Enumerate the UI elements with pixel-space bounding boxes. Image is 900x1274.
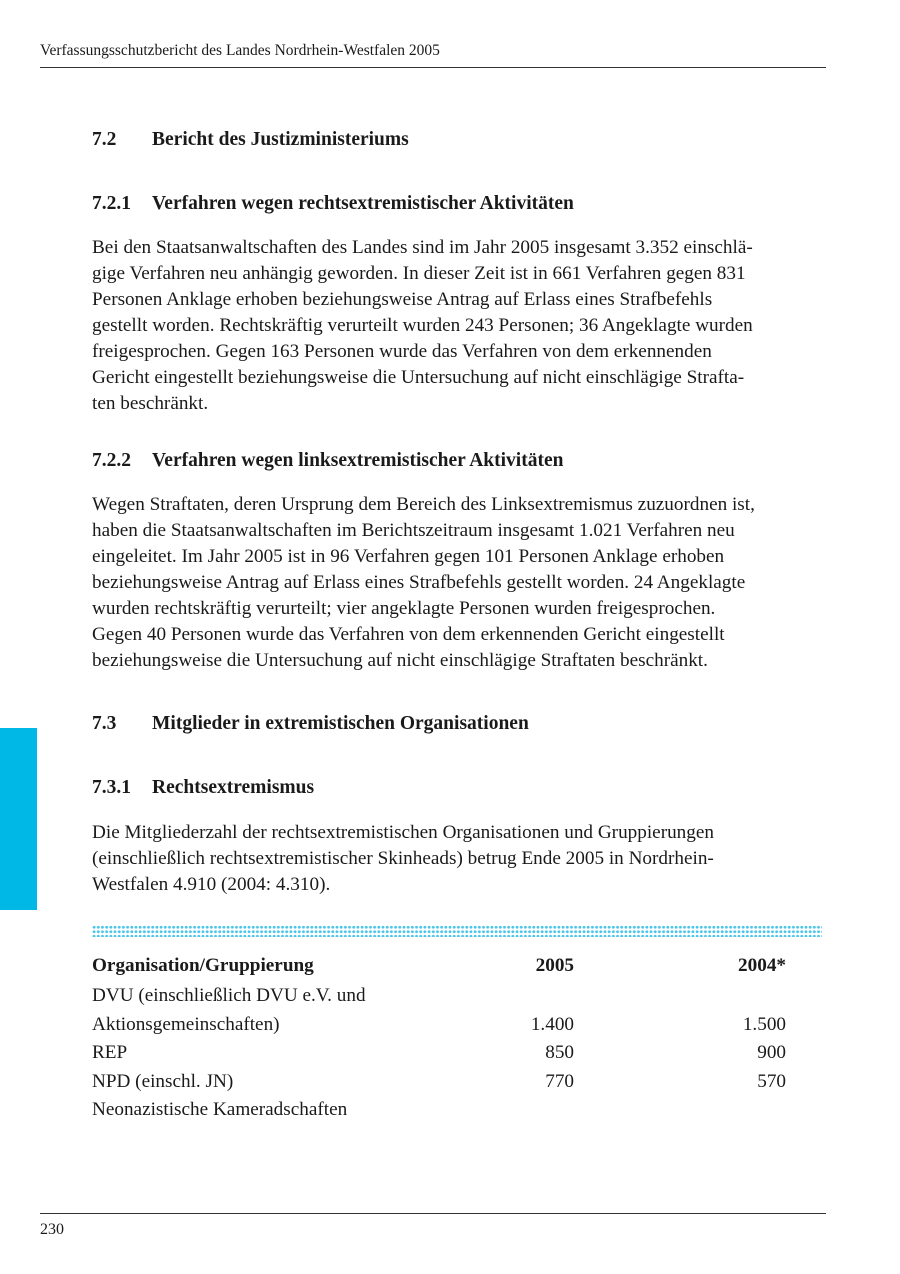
heading-title: Mitglieder in extremistischen Organisationen: [152, 713, 529, 734]
text-line: Wegen Straftaten, deren Ursprung dem Bereich des Linksextremismus zuzuordnen ist,: [92, 494, 755, 515]
table-row: [92, 1042, 812, 1071]
table-row: [92, 1014, 812, 1043]
text-line: Gericht eingestellt beziehungsweise die Untersuchung auf nicht einschlägige Strafta-: [92, 367, 745, 388]
heading-number: 7.2.2: [92, 450, 131, 471]
cell-2005: 1.400: [530, 1013, 574, 1035]
text-line: beziehungsweise die Untersuchung auf nicht einschlägige Straftaten beschränkt.: [92, 650, 708, 671]
page-number: 230: [40, 1221, 64, 1238]
cell-2005: 850: [545, 1042, 574, 1063]
heading-number: 7.2: [92, 129, 117, 150]
text-line: ten beschränkt.: [92, 393, 209, 414]
text-line: beziehungsweise Antrag auf Erlass eines Strafbefehls gestellt worden. 24 Angeklagte: [92, 572, 746, 593]
column-header-2005: 2005: [535, 955, 574, 976]
heading-7-2: [92, 129, 409, 151]
text-line: (einschließlich rechtsextremistischer Skinheads) betrug Ende 2005 in Nordrhein-: [92, 848, 714, 869]
dotted-divider: [92, 925, 822, 937]
heading-title: Rechtsextremismus: [152, 777, 315, 798]
heading-number: 7.2.1: [92, 193, 131, 214]
text-line: Gegen 40 Personen wurde das Verfahren von dem erkennenden Gericht eingestellt: [92, 624, 725, 645]
text-line: gige Verfahren neu anhängig geworden. In dieser Zeit ist in 661 Verfahren gegen 831: [92, 263, 746, 284]
paragraph-7-3-1: [92, 820, 827, 898]
membership-table: [92, 955, 812, 1128]
text-line: gestellt worden. Rechtskräftig verurteilt wurden 243 Personen; 36 Angeklagte wurden: [92, 315, 753, 336]
table-header-row: [92, 955, 812, 985]
heading-7-3: [92, 713, 529, 735]
cell-2005: 770: [545, 1070, 574, 1092]
header-rule: [40, 67, 826, 68]
paragraph-7-2-1: [92, 235, 827, 417]
cell-2004: 900: [757, 1042, 786, 1063]
text-line: Westfalen 4.910 (2004: 4.310).: [92, 874, 331, 895]
heading-number: 7.3: [92, 713, 117, 734]
table-row: [92, 1071, 812, 1100]
cell-organisation: Neonazistische Kameradschaften: [92, 1099, 348, 1120]
text-line: eingeleitet. Im Jahr 2005 ist in 96 Verfahren gegen 101 Personen Anklage erhoben: [92, 546, 725, 567]
running-header: Verfassungsschutzbericht des Landes Nordrhein-Westfalen 2005: [40, 42, 440, 59]
heading-7-2-1: [92, 193, 574, 215]
heading-7-3-1: [92, 777, 314, 799]
table-row: [92, 985, 812, 1014]
text-line: Die Mitgliederzahl der rechtsextremistischen Organisationen und Gruppierungen: [92, 822, 714, 843]
cell-organisation: REP: [92, 1042, 128, 1063]
cell-organisation: DVU (einschließlich DVU e.V. und: [92, 985, 366, 1006]
cell-2004: 1.500: [742, 1013, 786, 1035]
text-line: Personen Anklage erhoben beziehungsweise Antrag auf Erlass eines Strafbefehls: [92, 289, 713, 310]
section-marker-tab: [0, 728, 37, 910]
heading-7-2-2: [92, 450, 563, 472]
footer-rule: [40, 1213, 826, 1214]
text-line: Bei den Staatsanwaltschaften des Landes sind im Jahr 2005 insgesamt 3.352 einschlä-: [92, 237, 753, 258]
heading-number: 7.3.1: [92, 777, 131, 798]
paragraph-7-2-2: [92, 492, 827, 674]
text-line: wurden rechtskräftig verurteilt; vier angeklagte Personen wurden freigesprochen.: [92, 598, 716, 619]
column-header-organisation: Organisation/Gruppierung: [92, 955, 314, 976]
text-line: freigesprochen. Gegen 163 Personen wurde das Verfahren von dem erkennenden: [92, 341, 712, 362]
text-line: haben die Staatsanwaltschaften im Berichtszeitraum insgesamt 1.021 Verfahren neu: [92, 520, 735, 541]
column-header-2004: 2004*: [738, 955, 786, 976]
table-row: [92, 1099, 812, 1128]
cell-organisation: Aktionsgemeinschaften): [92, 1013, 280, 1035]
cell-2004: 570: [757, 1070, 786, 1092]
heading-title: Verfahren wegen rechtsextremistischer Aktivitäten: [152, 193, 574, 214]
heading-title: Bericht des Justizministeriums: [152, 129, 409, 150]
heading-title: Verfahren wegen linksextremistischer Aktivitäten: [152, 450, 564, 471]
cell-organisation: NPD (einschl. JN): [92, 1070, 234, 1092]
